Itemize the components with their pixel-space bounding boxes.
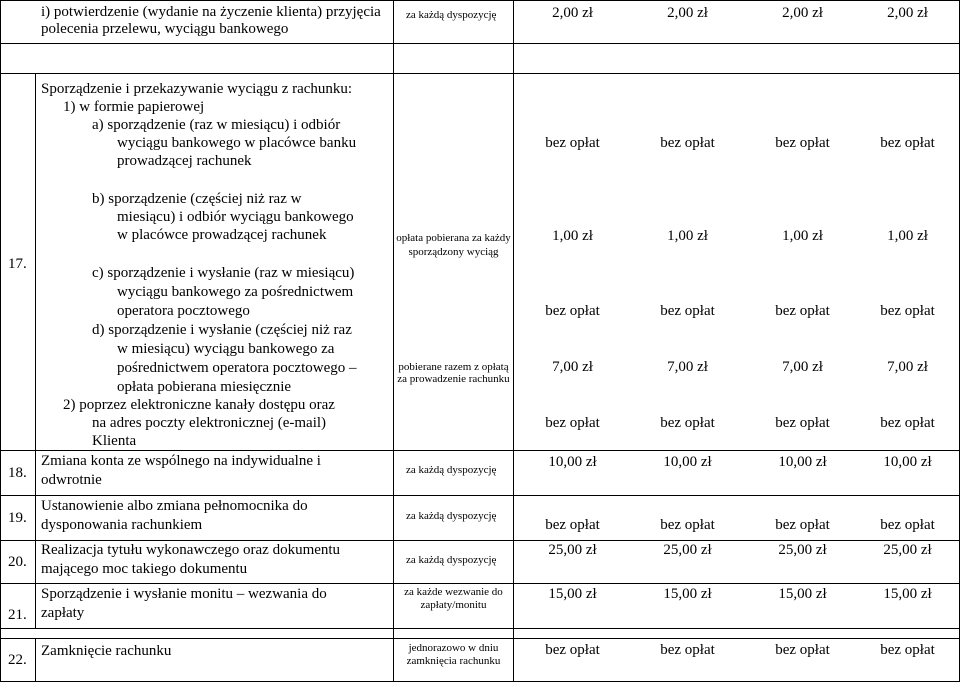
- table-row-divider: [0, 495, 960, 496]
- column-divider: [513, 0, 514, 682]
- sub-item: 2) poprzez elektroniczne kanały dostępu oraz: [63, 397, 335, 413]
- price-cell: bez opłat: [660, 642, 715, 658]
- price-cell: 10,00 zł: [663, 454, 712, 470]
- row-number: 20.: [8, 554, 27, 570]
- price-cell: 2,00 zł: [782, 5, 823, 21]
- price-cell: bez opłat: [545, 415, 600, 431]
- row-description: Ustanowienie albo zmiana pełnomocnika do: [41, 498, 308, 514]
- price-cell: 15,00 zł: [883, 586, 932, 602]
- table-row-divider: [0, 638, 960, 639]
- price-cell: 2,00 zł: [552, 5, 593, 21]
- row-description: polecenia przelewu, wyciągu bankowego: [41, 21, 289, 37]
- price-cell: bez opłat: [775, 642, 830, 658]
- row-description: Realizacja tytułu wykonawczego oraz dokumentu: [41, 542, 341, 558]
- sub-item: w miesiącu) wyciągu bankowego za: [117, 341, 335, 357]
- price-cell: bez opłat: [660, 517, 715, 533]
- sub-item: miesiącu) i odbiór wyciągu bankowego: [117, 209, 354, 225]
- table-border-top: [0, 0, 960, 1]
- price-cell: bez opłat: [660, 135, 715, 151]
- sub-item: na adres poczty elektronicznej (e-mail): [92, 415, 327, 431]
- price-cell: 1,00 zł: [887, 228, 928, 244]
- table-row-divider: [0, 628, 960, 629]
- price-cell: 7,00 zł: [887, 359, 928, 375]
- price-cell: bez opłat: [775, 415, 830, 431]
- price-cell: 1,00 zł: [782, 228, 823, 244]
- sub-item: prowadzącej rachunek: [117, 153, 252, 169]
- row-description: dysponowania rachunkiem: [41, 517, 203, 533]
- fee-basis: zapłaty/monitu: [420, 599, 487, 611]
- fee-basis: za prowadzenie rachunku: [397, 373, 510, 385]
- price-cell: 25,00 zł: [663, 542, 712, 558]
- column-divider: [393, 0, 394, 682]
- fee-basis: za każdą dyspozycję: [406, 464, 497, 476]
- fee-basis: za każde wezwanie do: [404, 586, 503, 598]
- price-cell: 25,00 zł: [778, 542, 827, 558]
- row-number: 17.: [8, 256, 27, 272]
- price-cell: bez opłat: [545, 303, 600, 319]
- sub-item: pośrednictwem operatora pocztowego –: [117, 360, 357, 376]
- row-number: 21.: [8, 607, 27, 623]
- row-description: Zamknięcie rachunku: [41, 643, 172, 659]
- row-description: i) potwierdzenie (wydanie na życzenie klienta) przyjęcia: [41, 4, 381, 20]
- sub-item: a) sporządzenie (raz w miesiącu) i odbiór: [92, 117, 341, 133]
- column-divider: [0, 0, 1, 682]
- price-cell: 15,00 zł: [778, 586, 827, 602]
- price-cell: 7,00 zł: [782, 359, 823, 375]
- row-description: zapłaty: [41, 605, 85, 621]
- price-cell: bez opłat: [775, 135, 830, 151]
- price-cell: 7,00 zł: [552, 359, 593, 375]
- sub-item: w placówce prowadzącej rachunek: [117, 227, 327, 243]
- row-description: odwrotnie: [41, 472, 102, 488]
- price-cell: bez opłat: [775, 517, 830, 533]
- price-cell: bez opłat: [880, 415, 935, 431]
- price-cell: 25,00 zł: [883, 542, 932, 558]
- price-cell: bez opłat: [545, 642, 600, 658]
- row-description: Sporządzenie i wysłanie monitu – wezwania do: [41, 586, 327, 602]
- price-cell: 10,00 zł: [883, 454, 932, 470]
- price-cell: 10,00 zł: [548, 454, 597, 470]
- table-row-divider: [0, 43, 960, 44]
- sub-item: d) sporządzenie i wysłanie (częściej niż raz: [92, 322, 352, 338]
- price-cell: 10,00 zł: [778, 454, 827, 470]
- price-cell: 15,00 zł: [663, 586, 712, 602]
- row-number: 18.: [8, 465, 27, 481]
- table-row-divider: [0, 450, 960, 451]
- price-cell: 25,00 zł: [548, 542, 597, 558]
- price-cell: bez opłat: [880, 303, 935, 319]
- price-cell: 1,00 zł: [552, 228, 593, 244]
- price-cell: bez opłat: [660, 303, 715, 319]
- row-description: Zmiana konta ze wspólnego na indywidualne i: [41, 453, 321, 469]
- price-cell: bez opłat: [545, 517, 600, 533]
- price-cell: bez opłat: [880, 135, 935, 151]
- fee-basis: sporządzony wyciąg: [408, 246, 499, 258]
- price-cell: 2,00 zł: [887, 5, 928, 21]
- price-cell: bez opłat: [545, 135, 600, 151]
- table-row-divider: [0, 583, 960, 584]
- row-number: 22.: [8, 652, 27, 668]
- row-description: mającego moc takiego dokumentu: [41, 561, 248, 577]
- price-cell: bez opłat: [880, 642, 935, 658]
- column-divider: [35, 73, 36, 628]
- fee-basis: pobierane razem z opłatą: [398, 361, 509, 373]
- fee-basis: zamknięcia rachunku: [406, 655, 501, 667]
- sub-item: operatora pocztowego: [117, 303, 250, 319]
- fee-basis: jednorazowo w dniu: [408, 642, 499, 654]
- row-number: 19.: [8, 510, 27, 526]
- fee-basis: za każdą dyspozycję: [406, 554, 497, 566]
- row-heading: Sporządzenie i przekazywanie wyciągu z rachunku:: [41, 81, 353, 97]
- sub-item: Klienta: [92, 433, 137, 449]
- fee-basis: za każdą dyspozycję: [406, 9, 497, 21]
- price-cell: 1,00 zł: [667, 228, 708, 244]
- column-divider: [35, 638, 36, 682]
- sub-item: wyciągu bankowego za pośrednictwem: [117, 284, 354, 300]
- fee-basis: za każdą dyspozycję: [406, 510, 497, 522]
- fee-basis: opłata pobierana za każdy: [396, 232, 511, 244]
- price-cell: bez opłat: [660, 415, 715, 431]
- price-cell: 7,00 zł: [667, 359, 708, 375]
- price-cell: bez opłat: [880, 517, 935, 533]
- sub-item: opłata pobierana miesięcznie: [117, 379, 292, 395]
- sub-item: 1) w formie papierowej: [63, 99, 205, 115]
- sub-item: c) sporządzenie i wysłanie (raz w miesiącu): [92, 265, 355, 281]
- table-row-divider: [0, 73, 960, 74]
- sub-item: b) sporządzenie (częściej niż raz w: [92, 191, 302, 207]
- price-cell: 15,00 zł: [548, 586, 597, 602]
- price-cell: 2,00 zł: [667, 5, 708, 21]
- sub-item: wyciągu bankowego w placówce banku: [117, 135, 357, 151]
- price-cell: bez opłat: [775, 303, 830, 319]
